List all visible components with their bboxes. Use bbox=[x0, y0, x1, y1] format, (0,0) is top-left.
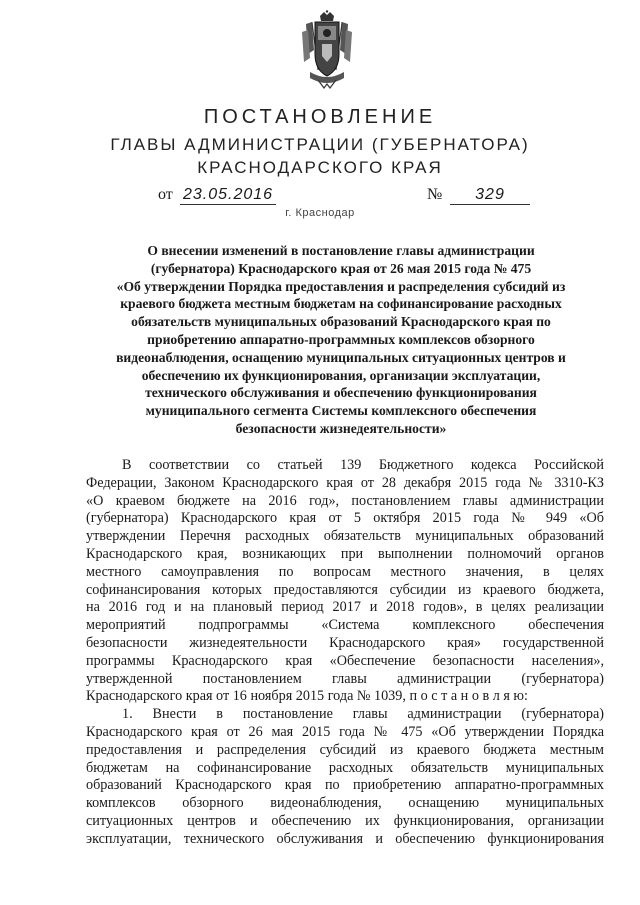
body-line: 1. Внести в постановление главы администрации (губернатора) bbox=[122, 706, 604, 723]
body-line: безопасности жизнедеятельности Краснодарского края» государственной bbox=[86, 634, 604, 651]
body-line: комплексов обзорного видеонаблюдения, оснащению муниципальных bbox=[86, 795, 604, 812]
city-label: г. Краснодар bbox=[285, 207, 355, 219]
body-line: софинансирования которых предоставляются субсидии из краевого бюджета, bbox=[86, 581, 604, 598]
title-line: безопасности жизнедеятельности» bbox=[235, 420, 447, 436]
document-body bbox=[86, 457, 604, 849]
body-line: мероприятий подпрограммы «Система комплексного обеспечения bbox=[86, 617, 604, 634]
body-line: эксплуатации, технического обслуживания и обеспечению функционирования bbox=[86, 830, 604, 847]
document-type-heading: ПОСТАНОВЛЕНИЕ bbox=[203, 106, 437, 128]
title-line: обязательств муниципальных образований Краснодарского края по bbox=[131, 314, 551, 330]
body-line: Краснодарского края от 26 мая 2015 года № 475 «Об утверждении Порядка bbox=[86, 723, 604, 740]
body-line: ситуационных центров и обеспечению их функционирования, организации bbox=[86, 812, 604, 829]
body-line: Краснодарского края, возникающих при выполнении полномочий органов bbox=[86, 545, 604, 562]
body-line: программы Краснодарского края «Обеспечение безопасности населения», bbox=[86, 652, 604, 669]
body-line: Краснодарского края от 16 ноября 2015 года № 1039, п о с т а н о в л я ю: bbox=[86, 688, 528, 705]
body-line: «О краевом бюджете на 2016 год», постановлением главы администрации bbox=[86, 492, 604, 509]
title-line: краевого бюджета местным бюджетам на софинансирование расходных bbox=[120, 296, 562, 312]
body-line: В соответствии со статьей 139 Бюджетного кодекса Российской bbox=[122, 457, 604, 473]
body-line: образований Краснодарского края по приобретению аппаратно-программных bbox=[86, 777, 604, 794]
coat-of-arms-emblem bbox=[298, 10, 356, 90]
body-line: (губернатора) Краснодарского края от 5 октября 2015 года № 949 «Об bbox=[86, 510, 604, 527]
body-line: утвержденной постановлением главы администрации (губернатора) bbox=[86, 670, 604, 687]
document-title bbox=[78, 242, 604, 438]
title-line: видеонаблюдения, оснащению муниципальных ситуационных центров и bbox=[116, 349, 566, 365]
title-line: О внесении изменений в постановление главы администрации bbox=[147, 243, 535, 258]
title-line: муниципального сегмента Системы комплексного обеспечения bbox=[145, 403, 537, 419]
title-line: «Об утверждении Порядка предоставления и распределения субсидий из bbox=[116, 278, 566, 294]
region-heading: КРАСНОДАРСКОГО КРАЯ bbox=[197, 158, 443, 177]
date-prefix-label: от bbox=[158, 186, 173, 203]
number-sign-label: № bbox=[427, 186, 443, 203]
body-line: бюджетам на софинансирование расходных обязательств муниципальных bbox=[86, 759, 604, 776]
body-line: Федерации, Законом Краснодарского края от 28 декабря 2015 года № 3310-КЗ bbox=[86, 474, 604, 491]
body-line: местного самоуправления по вопросам местного значения, в целях bbox=[86, 563, 604, 580]
body-line: на 2016 год и на плановый период 2017 и 2018 годов», в целях реализации bbox=[86, 599, 604, 616]
issuer-heading: ГЛАВЫ АДМИНИСТРАЦИИ (ГУБЕРНАТОРА) bbox=[110, 135, 530, 154]
title-line: приобретению аппаратно-программных комплексов обзорного bbox=[147, 331, 535, 347]
document-date: 23.05.2016 bbox=[180, 186, 276, 205]
title-line: технического обслуживания и обеспечению функционирования bbox=[145, 385, 537, 401]
body-line: предоставления и распределения субсидий из краевого бюджета местным bbox=[86, 741, 604, 758]
title-line: обеспечению их функционирования, организации эксплуатации, bbox=[141, 367, 541, 383]
body-line: утверждении Перечня расходных обязательств муниципальных образований bbox=[86, 528, 604, 545]
document-number: 329 bbox=[450, 186, 530, 205]
title-line: (губернатора) Краснодарского края от 26 мая 2015 года № 475 bbox=[150, 260, 532, 276]
